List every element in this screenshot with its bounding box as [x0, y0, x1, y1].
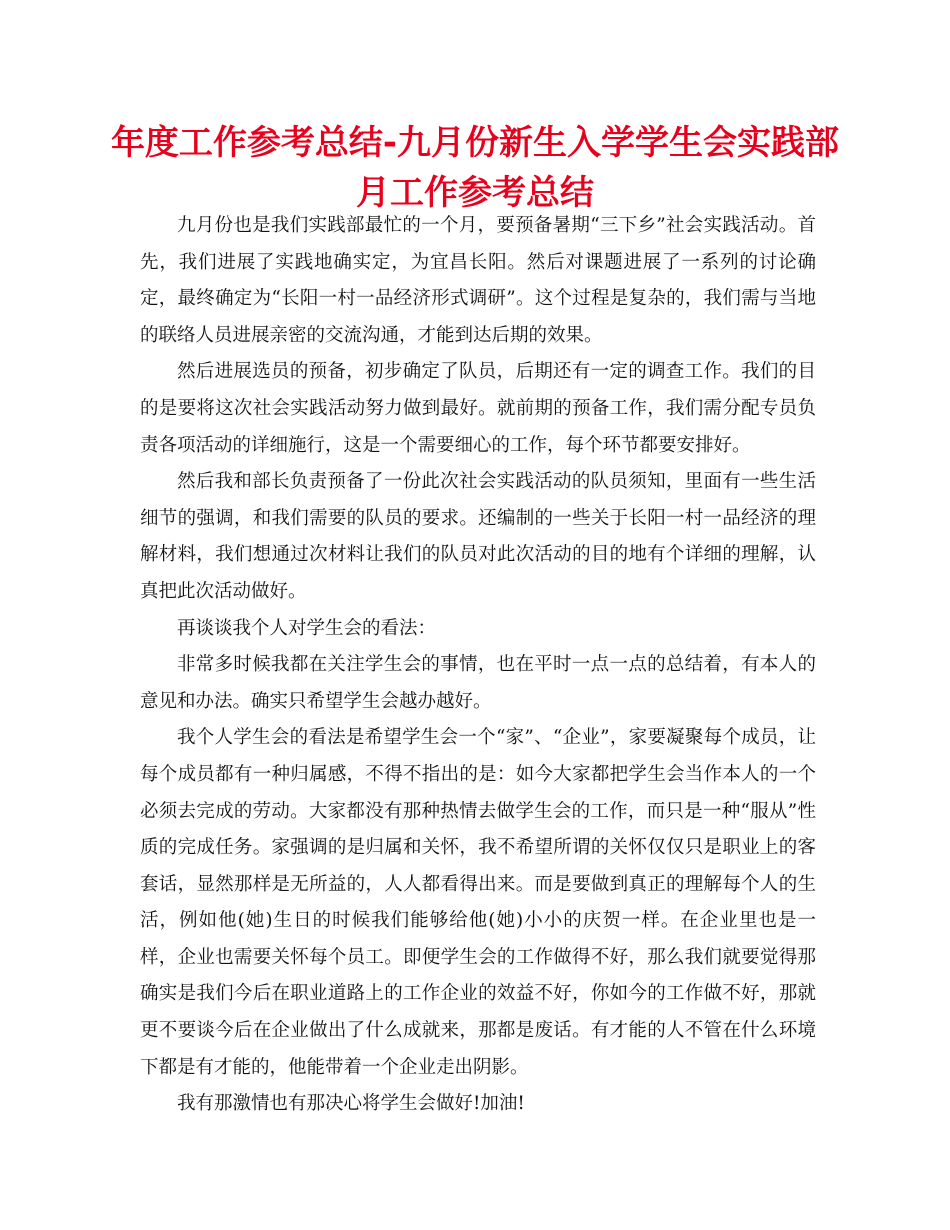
document-title: 年度工作参考总结-九月份新生入学学生会实践部月工作参考总结 — [110, 123, 840, 213]
paragraph: 我有那激情也有那决心将学生会做好!加油! — [177, 1093, 525, 1115]
paragraph: 然后进展选员的预备，初步确定了队员，后期还有一定的调查工作。我们的目的是要将这次社会实践活动努力做到最好。就前期的预备工作，我们需分配专员负责各项活动的详细施行，这是一个需要细心的工作，每个环节都要安排好。 — [140, 361, 816, 456]
paragraph: 然后我和部长负责预备了一份此次社会实践活动的队员须知，里面有一些生活细节的强调，和我们需要的队员的要求。还编制的一些关于长阳一村一品经济的理解材料，我们想通过次材料让我们的队员对此次活动的目的地有个详细的理解，认真把此次活动做好。 — [140, 471, 816, 602]
paragraph: 我个人学生会的看法是希望学生会一个“家”、“企业”，家要凝聚每个成员，让每个成员都有一种归属感，不得不指出的是：如今大家都把学生会当作本人的一个必须去完成的劳动。大家都没有那种热情去做学生会的工作，而只是一种“服从”性质的完成任务。家强调的是归属和关怀，我不希望所谓的关怀仅仅只是职业上的客套话，显然那样是无所益的，人人都看得出来。而是要做到真正的理解每个人的生活，例如他(她)生日的时候我们能够给他(她)小小的庆贺一样。在企业里也是一样，企业也需要关怀每个员工。即便学生会的工作做得不好，那么我们就要觉得那确实是我们今后在职业道路上的工作企业的效益不好，你如今的工作做不好，那就更不要谈今后在企业做出了什么成就来，那都是废话。有才能的人不管在什么环境下都是有才能的，他能带着一个企业走出阴影。 — [140, 727, 816, 1078]
document-body — [140, 208, 816, 1123]
paragraph: 再谈谈我个人对学生会的看法： — [177, 617, 437, 639]
paragraph: 九月份也是我们实践部最忙的一个月，要预备暑期“三下乡”社会实践活动。首先，我们进展了实践地确实定，为宜昌长阳。然后对课题进展了一系列的讨论确定，最终确定为“长阳一村一品经济形式调研”。这个过程是复杂的，我们需与当地的联络人员进展亲密的交流沟通，才能到达后期的效果。 — [140, 215, 816, 346]
paragraph: 非常多时候我都在关注学生会的事情，也在平时一点一点的总结着，有本人的意见和办法。确实只希望学生会越办越好。 — [140, 654, 816, 712]
